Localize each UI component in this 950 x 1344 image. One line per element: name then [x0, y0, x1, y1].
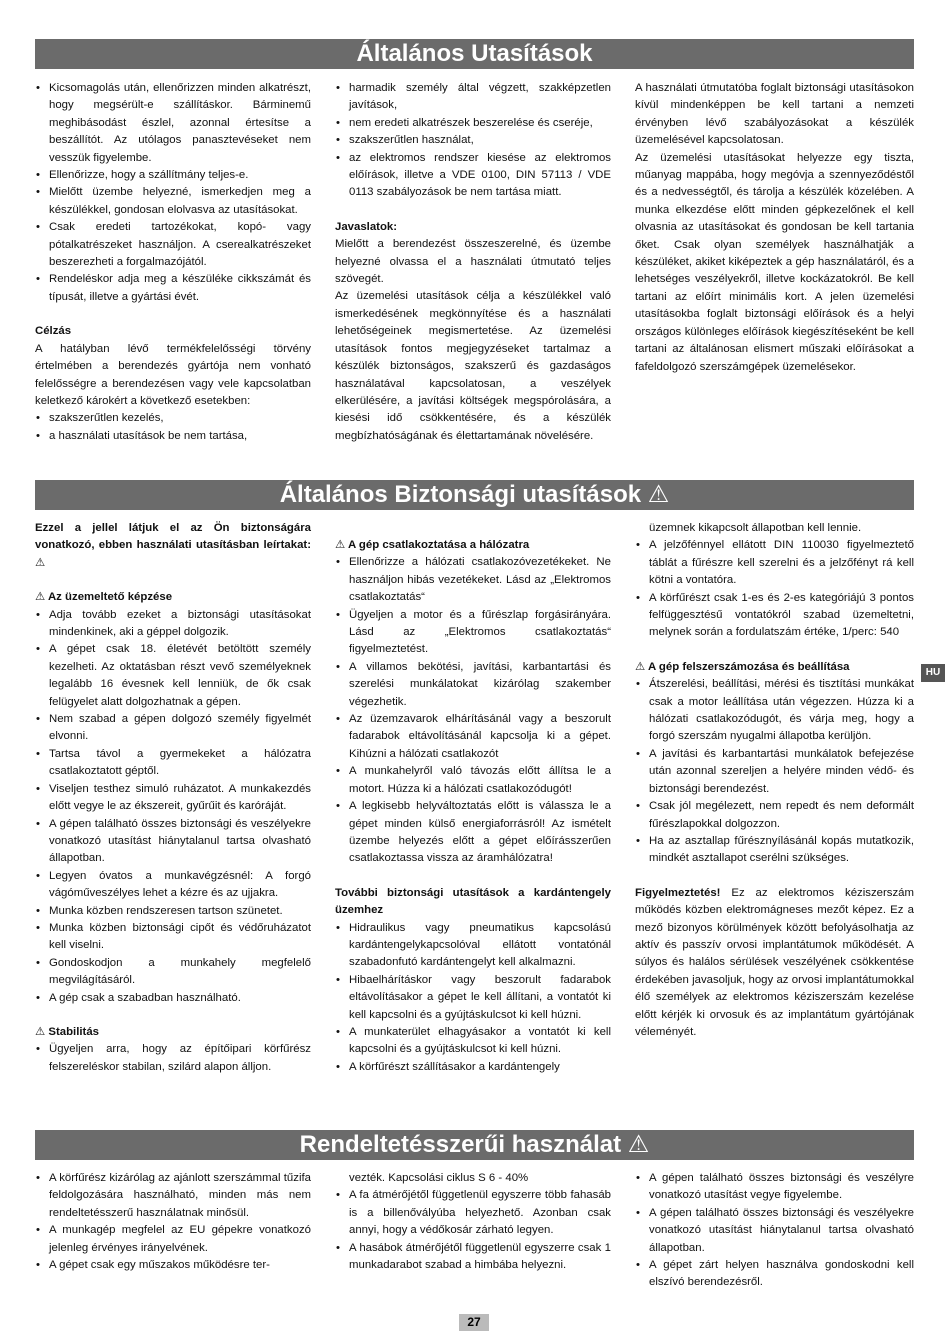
s3-column-1 [35, 1170, 311, 1274]
warning-label: Figyelmeztetés! [635, 886, 721, 899]
list-item: • A villamos bekötési, javítási, karbantartási és szerelési munkálatokat kizárólag szakember végezhetik. [335, 659, 611, 711]
list-item: • Ügyeljen arra, hogy az építőipari körfűrész felszereléskor stabilan, szilárd alapon álljon. [35, 1041, 311, 1076]
s1-paragraph-2: Az üzemelési utasításokat helyezze egy tiszta, műanyag mappába, hogy megóvja a szennyeződéstől és a nedvességtől, és tárolja a készülék közelében. A munka elkezdése előtt minden gépkezelőnek el kell olvasnia az utasításokat és gondosan be kell tartania őket. Csak olyan személyek használhatják a készüléket, akiket kiképeztek a gép használatáról, és a lehetséges veszélyekről, illetve kockázatokról. Be kell tartani az előírt minimális kort. A jelen üzemelési utasításokba foglalt biztonsági előírások és a helyi országos különleges előírások kiegészítéseként be kell tartani az általánosan elismert műszaki előírásokat a fafeldolgozó szerszámgépek üzemelésekor. [635, 151, 914, 373]
list-item: • Hibaelhárításkor vagy beszorult fadarabok eltávolításakor a gépet le kell állítani, a vontatót ki kell kapcsolni és a gyújtáskulcsot ki kell húzni. [335, 972, 611, 1024]
continuation-text: üzemnek kikapcsolt állapotban kell lennie. [649, 522, 862, 534]
list-item: • Viseljen testhez simuló ruházatot. A munkakezdés előtt vegye le az ékszereit, gyűrűit és karóráját. [35, 781, 311, 816]
list-item: • A jelzőfénnyel ellátott DIN 110030 figyelmeztető táblát a fűrészre kell szerelni és a jelzőfényt rá kell kötni a vontatóra. [635, 537, 914, 589]
list-item: • a használati utasítások be nem tartása, [35, 428, 311, 445]
list-item: • Csak jól megélezett, nem repedt és nem deformált fűrészlapokkal dolgozzon. [635, 798, 914, 833]
s2-column-1 [35, 520, 311, 1076]
list-item: • A gépen található összes biztonsági és veszélyre vonatkozó utasítást vegye figyelembe. [635, 1170, 914, 1205]
list-item: • A körfűrész kizárólag az ajánlott szerszámmal tűzifa feldolgozására használható, minden más nem rendeltetésszerű használatnak minősül. [35, 1170, 311, 1222]
list-item: • A gép csak a szabadban használható. [35, 990, 311, 1007]
s1-column-2 [335, 80, 611, 445]
list-item: • Legyen óvatos a munkavégzésnél: A forgó vágóműveszélyes lehet a kézre és az ujjakra. [35, 868, 311, 903]
page-number: 27 [459, 1314, 489, 1331]
s3-column-3 [635, 1170, 914, 1292]
language-tab: HU [921, 664, 945, 682]
list-item: • Hidraulikus vagy pneumatikus kapcsolású kardántengelykapcsolóval ellátott vontatónál szabadonfutó kardántengelyt kell alkalmazni. [335, 920, 611, 972]
list-item: • Átszerelési, beállítási, mérési és tisztítási munkákat csak a motor leállítása után végezzen. Húzza ki a hálózati csatlakozódugót, és várja meg, hogy a forgó szerszám nyugalmi állapotba kerüljön. [635, 676, 914, 746]
list-item: • nem eredeti alkatrészek beszerelése és cseréje, [335, 115, 611, 132]
list-item: • szakszerűtlen használat, [335, 132, 611, 149]
halozat-heading: ⚠ A gép csatlakoztatása a hálózatra [335, 539, 530, 551]
list-item: • Ellenőrizze a hálózati csatlakozóvezetékeket. Ne használjon hibás vezetékeket. Lásd az „Elektromos csatlakoztatás“ [335, 554, 611, 606]
list-item: • A gépet zárt helyen használva gondoskodni kell elszívó berendezésről. [635, 1257, 914, 1292]
list-item: • az elektromos rendszer kiesése az elektromos előírások, illetve a VDE 0100, DIN 57113 / VDE 0113 szabályozások be nem tartása miatt. [335, 150, 611, 202]
list-item: • Mielőtt üzembe helyezné, ismerkedjen meg a készülékkel, gondosan elolvasva az utasításokat. [35, 184, 311, 219]
stabilitas-list [35, 1041, 311, 1076]
list-item: • Munka közben biztonsági cipőt és védőruházatot kell viselni. [35, 920, 311, 955]
list-item: • Csak eredeti tartozékokat, kopó- vagy pótalkatrészeket használjon. A cserealkatrészeket beszerezheti a forgalmazójától. [35, 219, 311, 271]
halozat-list [335, 554, 611, 867]
list-item: • Ellenőrizze, hogy a szállítmány teljes-e. [35, 167, 311, 184]
list-item: • A fa átmérőjétől függetlenül egyszerre több fahasáb is a billenővályúba helyezhető. Azonban csak annyi, hogy a védőkosár zárható legyen. [335, 1187, 611, 1239]
list-item: • A gépen található összes biztonsági és veszélyekre vonatkozó utasítást hiánytalanul tartsa olvasható állapotban. [635, 1205, 914, 1257]
list-item: • Tartsa távol a gyermekeket a hálózatra csatlakoztatott géptől. [35, 746, 311, 781]
safety-intro: Ezzel a jellel látjuk el az Ön biztonságára vonatkozó, ebben használati utasításban leírtakat: ⚠ [35, 522, 311, 569]
s1-column-3 [635, 80, 914, 376]
s3-list-1 [35, 1170, 311, 1274]
list-item: • A munkahelyről való távozás előtt állítsa le a motort. Húzza ki a hálózati csatlakozódugót! [335, 763, 611, 798]
s3-column-2 [335, 1170, 611, 1274]
list-item: • A munkaterület elhagyásakor a vontatót ki kell kapcsolni és a gyújtáskulcsot ki kell húzni. [335, 1024, 611, 1059]
list-item: • Gondoskodjon a munkahely megfelelő megvilágításáról. [35, 955, 311, 990]
list-item: • szakszerűtlen kezelés, [35, 410, 311, 427]
list-item: • Ügyeljen a motor és a fűrészlap forgásirányára. Lásd az „Elektromos csatlakoztatás“ figyelmeztetést. [335, 607, 611, 659]
kardan-heading: További biztonsági utasítások a kardántengely üzemhez [335, 886, 611, 917]
list-item: • Adja tovább ezeket a biztonsági utasításokat mindenkinek, aki a géppel dolgozik. [35, 607, 311, 642]
kepzes-list [35, 607, 311, 1007]
list-item: • Munka közben rendszeresen tartson szünetet. [35, 903, 311, 920]
beallitas-list [635, 676, 914, 867]
list-item: • A körfűrészt szállításakor a kardántengely [335, 1059, 611, 1076]
list-item: • Ha az asztallap fűrésznyílásánál kopás mutatkozik, mindkét asztallapot cserélni szükséges. [635, 833, 914, 868]
celzas-list [35, 410, 311, 445]
celzas-heading: Célzás [35, 325, 72, 338]
list-item: • A gépen található összes biztonsági és veszélyekre vonatkozó utasítást hiánytalanul tartsa olvasható állapotban. [35, 816, 311, 868]
list-item: • A legkisebb helyváltoztatás előtt is válassza le a gépet minden külső energiaforrásról! Az ismételt üzembe helyezés előtt a gépet előírásszerűen csatlakoztassa vissza az áramhálózatra! [335, 798, 611, 868]
s2-column-3 [635, 520, 914, 1041]
javaslatok-heading: Javaslatok: [335, 220, 398, 233]
list-item: • Nem szabad a gépen dolgozó személy figyelmét elvonni. [35, 711, 311, 746]
list-item: • Rendeléskor adja meg a készüléke cikkszámát és típusát, illetve a gyártási évét. [35, 271, 311, 306]
stabilitas-heading: ⚠ Stabilitás [35, 1025, 100, 1038]
emf-warning [635, 885, 914, 1042]
list-item: • harmadik személy által végzett, szakképzetlen javítások, [335, 80, 611, 115]
s3-list-2 [335, 1187, 611, 1274]
kardan-list [335, 920, 611, 1077]
beallitas-heading: ⚠ A gép felszerszámozása és beállítása [635, 660, 850, 673]
s1-column-1 [35, 80, 311, 445]
s1-bullet-list-2 [335, 80, 611, 202]
list-item: • A javítási és karbantartási munkálatok befejezése után azonnal szereljen a helyére minden védő- és biztonsági berendezést. [635, 746, 914, 798]
kepzes-heading: ⚠ Az üzemeltető képzése [35, 591, 173, 604]
s2-column-2 [335, 537, 611, 1076]
s1-bullet-list [35, 80, 311, 306]
list-item: • A munkagép megfelel az EU gépekre vonatkozó jelenleg érvényes irányelvének. [35, 1222, 311, 1257]
celzas-text: A hatályban lévő termékfelelősségi törvény értelmében a berendezés gyártója nem vonható felelősségre a berendezésen vagy vele kapcsolatban keletkező károkért a következő esetekben: [35, 342, 311, 407]
section-title-safety: Általános Biztonsági utasítások ⚠ [35, 480, 914, 510]
list-item: • Kicsomagolás után, ellenőrizzen minden alkatrészt, hogy megsérült-e szállításkor. Bárminemű meghibásodást észlel, azonnal értesítse a beszállítót. Az utólagos panasztevéseket nem vesszük figyelembe. [35, 80, 311, 167]
list-item: • A körfűrészt csak 1-es és 2-es kategóriájú 3 pontos felfüggesztésű vontatókról szabad üzemeltetni, melynek során a fordulatszám értéke, 1/perc: 540 [635, 590, 914, 642]
list-item: • Az üzemzavarok elhárításánál vagy a beszorult fadarabok eltávolításánál kapcsolja ki a gépet. Kihúzni a hálózati csatlakozót [335, 711, 611, 763]
javaslatok-paragraph-1: Mielőtt a berendezést összeszerelné, és üzembe helyezné olvassa el a használati útmutató teljes szövegét. [335, 238, 611, 286]
list-item: • A hasábok átmérőjétől függetlenül egyszerre csak 1 munkadarabot szabad a himbába helyezni. [335, 1240, 611, 1275]
list-item: • A gépet csak egy műszakos működésre ter- [35, 1257, 311, 1274]
s1-paragraph-1: A használati útmutatóba foglalt biztonsági utasításokon kívül mindenképpen be kell tartani a nemzeti érvényben lévő szabályozásokat a készülék üzemelésével kapcsolatosan. [635, 82, 914, 147]
section-title-general: Általános Utasítások [35, 39, 914, 69]
continuation-text: vezték. Kapcsolási ciklus S 6 - 40% [349, 1172, 529, 1184]
warning-text: Ez az elektromos kéziszerszám működés közben elektromágneses mezőt képez. Ez a mező bizonyos körülmények között befolyásolhatja az aktív és passzív orvosi implantátumok működését. A súlyos és halálos sérülések veszélyének csökkentése érdekében javasoljuk, hogy az orvosi implantátumokkal élő személyek az elektromos kéziszerszám kezelése előtt kérjék ki orvosuk és az implantátum gyártójának véleményét. [635, 886, 914, 1038]
s2-col3-list [635, 537, 914, 641]
s3-list-3 [635, 1170, 914, 1292]
javaslatok-paragraph-2: Az üzemelési utasítások célja a készülékkel való ismerkedésének megkönnyítése és a használati lehetőségeinek megismertetése. Az üzemelési utasítások fontos megjegyzéseket tartalmaz a készülék biztonságos, szakszerű és gazdaságos használatával kapcsolatosan, a veszélyek elkerülésére, a javítási költségek megspórolására, a kiesési idő csökkentésére, és a készülék megbízhatóságának és élettartamának növelésére. [335, 290, 611, 442]
list-item: • A gépet csak 18. életévét betöltött személy kezelheti. Az oktatásban részt vevő személyeknek legalább 16 évesnek kell lenniük, de ők csak felügyelet alatt dolgozhatnak a gépen. [35, 641, 311, 711]
section-title-intended-use: Rendeltetésszerűi használat ⚠ [35, 1130, 914, 1160]
